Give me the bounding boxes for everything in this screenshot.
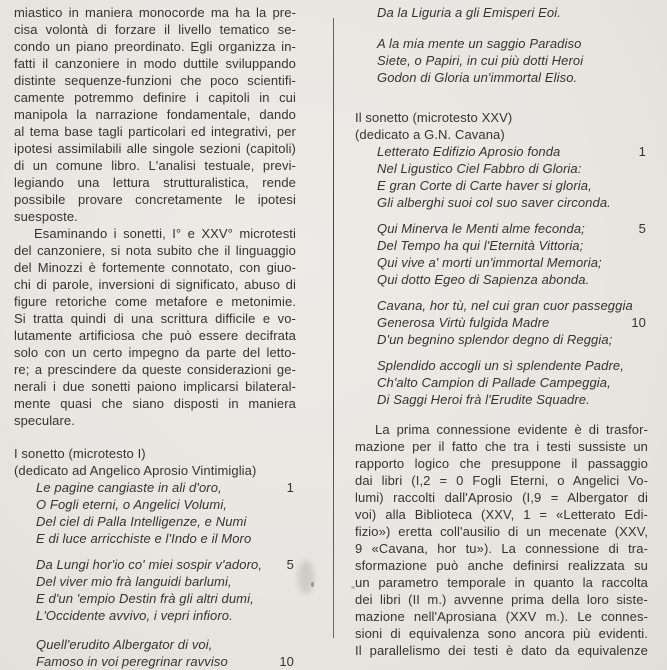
text-line: rapporto logico che presuppone il passaggio	[355, 456, 648, 471]
text-line: condo un piano preordinato. Egli organizza in-	[14, 39, 296, 54]
verse-line-number: 10	[631, 315, 646, 330]
paragraph	[355, 421, 648, 659]
verse-line	[355, 391, 648, 408]
text-line: figure retoriche come metafore e metonimie.	[14, 294, 296, 309]
poem-caption: I sonetto (microtesto I)	[14, 446, 146, 461]
verse-line	[14, 479, 296, 496]
verse-line	[355, 69, 648, 86]
verse-line	[355, 331, 648, 348]
verse-text: Di Saggi Heroi frà l'Erudite Squadre.	[377, 392, 590, 407]
text-line: dei libri (II m.) avvenne prima della loro siste-	[355, 592, 648, 607]
verse-text: Famoso in voi peregrinar ravviso	[36, 654, 228, 669]
spacer	[355, 288, 648, 297]
text-line: del Minozzi è fortemente connotato, con giuo-	[14, 260, 296, 275]
right-column	[355, 4, 648, 659]
text-line: un parametro temporale in quanto la raccolta	[355, 575, 648, 590]
poem-caption: (dedicato a G.N. Cavana)	[355, 127, 505, 142]
spacer	[355, 348, 648, 357]
text-line: sioni di equivalenza sono ancora più evidenti.	[355, 626, 648, 641]
scan-speck	[351, 586, 355, 589]
verse-text: Siete, o Papiri, in cui più dotti Heroi	[377, 53, 584, 68]
text-line: fatti il canzoniere in modo duttile sviluppando	[14, 56, 296, 71]
verse-text: Godon di Gloria un'immortal Eliso.	[377, 70, 578, 85]
text-line: voi) alla Biblioteca (XXV, 1 = «Letterato Edi-	[355, 507, 648, 522]
verse-text: Da la Liguria a gli Emisperi Eoi.	[377, 5, 561, 20]
text-line: chi di parole, inversioni di significato, abuso di	[14, 277, 296, 292]
verse-line	[355, 357, 648, 374]
text-line: solo con un certo impegno da parte del letto-	[14, 345, 296, 360]
text-line: Esaminando i sonetti, I° e XXV° microtesti	[34, 226, 296, 241]
paragraph	[14, 225, 296, 429]
text-line: speculare.	[14, 413, 75, 428]
verse-line	[14, 607, 296, 624]
scan-smudge	[298, 560, 314, 594]
poem-stanza	[355, 220, 648, 288]
text-line: del canzoniere, si nota subito che il linguaggio	[14, 243, 296, 258]
text-line: ipotesi assimilabili alle singole sezioni (capitoli)	[14, 141, 296, 156]
verse-line	[355, 297, 648, 314]
verse-text: Nel Ligustico Ciel Fabbro di Gloria:	[377, 161, 582, 176]
spacer	[14, 547, 296, 556]
verse-text: Ch'alto Campion di Pallade Campeggia,	[377, 375, 611, 390]
scan-speck	[311, 582, 314, 587]
verse-text: Qui dotto Egeo di Sapienza abonda.	[377, 272, 590, 287]
verse-line	[355, 177, 648, 194]
text-line: di un comune libro. L'analisi testuale, previ-	[14, 158, 296, 173]
text-line: miastico in maniera monocorde ma ha la pre-	[14, 5, 296, 20]
verse-line-number: 1	[286, 480, 294, 495]
verse-line-number: 10	[279, 654, 294, 669]
text-line: re; a prescindere da queste considerazioni ge-	[14, 362, 296, 377]
verse-text: Gli alberghi suoi col suo saver circonda.	[377, 195, 611, 210]
verse-line	[14, 653, 296, 670]
spacer	[355, 408, 648, 421]
verse-line	[355, 52, 648, 69]
text-line: Il parallelismo dei testi è dato da equivalenze	[355, 643, 648, 658]
poem-stanza	[14, 556, 296, 624]
spacer	[355, 86, 648, 109]
text-line: possibile provare concretamente le ipotesi	[14, 192, 296, 207]
verse-line	[355, 314, 648, 331]
verse-text: E gran Corte di Carte haver si gloria,	[377, 178, 592, 193]
poem-stanza	[14, 636, 296, 670]
verse-text: Del ciel di Palla Intelligenze, e Numi	[36, 514, 247, 529]
verse-text: Quell'erudito Albergator di voi,	[36, 637, 213, 652]
verse-text: O Fogli eterni, o Angelici Volumi,	[36, 497, 228, 512]
text-line: suesposte.	[14, 209, 78, 224]
verse-text: Del Tempo ha qui l'Eternità Vittoria;	[377, 238, 584, 253]
text-line: 9 «Cavana, hor tu»). La connessione di tra-	[355, 541, 648, 556]
poem-stanza	[355, 143, 648, 211]
spacer	[14, 624, 296, 636]
verse-line	[355, 237, 648, 254]
verse-text: A la mia mente un saggio Paradiso	[377, 36, 582, 51]
verse-line	[14, 573, 296, 590]
verse-line-number: 5	[638, 221, 646, 236]
text-line: cisa volontà di forzare il livello tematico se-	[14, 22, 296, 37]
column-divider-rule	[333, 18, 334, 638]
verse-line	[14, 530, 296, 547]
text-line: nerali i due sonetti paiono implicarsi bilateral-	[14, 379, 296, 394]
poem-stanza	[355, 357, 648, 408]
text-line: lumi) raccolti dall'Aprosio (I,9 = Albergator di	[355, 490, 648, 505]
verse-line	[14, 636, 296, 653]
left-column	[14, 4, 296, 670]
text-line: legiando una lettura strutturalistica, rende	[14, 175, 296, 190]
verse-text: Qui Minerva le Menti alme feconda;	[377, 221, 585, 236]
spacer	[355, 211, 648, 220]
verse-text: L'Occidente avvivo, i vepri infioro.	[36, 608, 233, 623]
verse-line	[355, 4, 648, 21]
verse-line	[355, 220, 648, 237]
verse-text: E di luce arricchiste e l'Indo e il Moro	[36, 531, 252, 546]
poem-caption: Il sonetto (microtesto XXV)	[355, 110, 513, 125]
text-line: distinte sequenze-funzioni che poco scientifi-	[14, 73, 296, 88]
verse-text: Cavana, hor tù, nel cui gran cuor passeggia	[377, 298, 633, 313]
verse-line	[14, 513, 296, 530]
text-line: lutamente artificiosa che può essere decifrata	[14, 328, 296, 343]
verse-text: D'un begnino splendor degno di Reggia;	[377, 332, 613, 347]
verse-text: Qui vive a' morti un'immortal Memoria;	[377, 255, 602, 270]
verse-line	[355, 160, 648, 177]
text-line: La prima connessione evidente è di trasfor-	[375, 422, 648, 437]
verse-line-number: 5	[286, 557, 294, 572]
spacer	[355, 21, 648, 35]
text-line: al tema base tagli particolari ed integrativi, per	[14, 124, 296, 139]
poem-stanza	[355, 297, 648, 348]
text-line: mazione nell'Aprosiana (XXV m.). Le connes-	[355, 609, 648, 624]
verse-line	[355, 374, 648, 391]
poem-stanza	[14, 479, 296, 547]
text-line: sformazione può anche definirsi realizzata su	[355, 558, 648, 573]
poem-stanza	[355, 4, 648, 21]
verse-line	[14, 556, 296, 573]
verse-line	[355, 143, 648, 160]
verse-line	[355, 35, 648, 52]
verse-text: Del viver mio frà languidi barlumi,	[36, 574, 232, 589]
paragraph	[14, 4, 296, 225]
verse-line	[14, 590, 296, 607]
text-line: mazione per il fatto che tra i testi sussiste un	[355, 439, 648, 454]
poem-stanza	[355, 35, 648, 86]
verse-line	[14, 496, 296, 513]
verse-text: Splendido accogli un sì splendente Padre,	[377, 358, 624, 373]
verse-text: Generosa Virtù fulgida Madre	[377, 315, 550, 330]
poem-caption: (dedicato ad Angelico Aprosio Vintimiglia)	[14, 463, 257, 478]
verse-text: Letterato Edifizio Aprosio fonda	[377, 144, 561, 159]
text-line: camente potremmo definire i capitoli in cui	[14, 90, 296, 105]
verse-text: E d'un 'empio Destin frà gli altri dumi,	[36, 591, 254, 606]
verse-line	[355, 194, 648, 211]
text-line: manipola la narrazione fondamentale, dando	[14, 107, 296, 122]
verse-text: Le pagine cangiaste in ali d'oro,	[36, 480, 222, 495]
text-line: fizio») eretta coll'ausilio di un mecenate (XXV,	[355, 524, 648, 539]
text-line: dai libri (I,2 = 0 Fogli Eterni, o Angelici Vo-	[355, 473, 648, 488]
verse-text: Da Lungi hor'io co' miei sospir v'adoro,	[36, 557, 263, 572]
text-line: mente quasi che siano disposti in maniera	[14, 396, 296, 411]
text-line: Si tratta quindi di una scrittura difficile e vo-	[14, 311, 296, 326]
verse-line-number: 1	[638, 144, 646, 159]
spacer	[14, 429, 296, 445]
verse-line	[355, 254, 648, 271]
verse-line	[355, 271, 648, 288]
